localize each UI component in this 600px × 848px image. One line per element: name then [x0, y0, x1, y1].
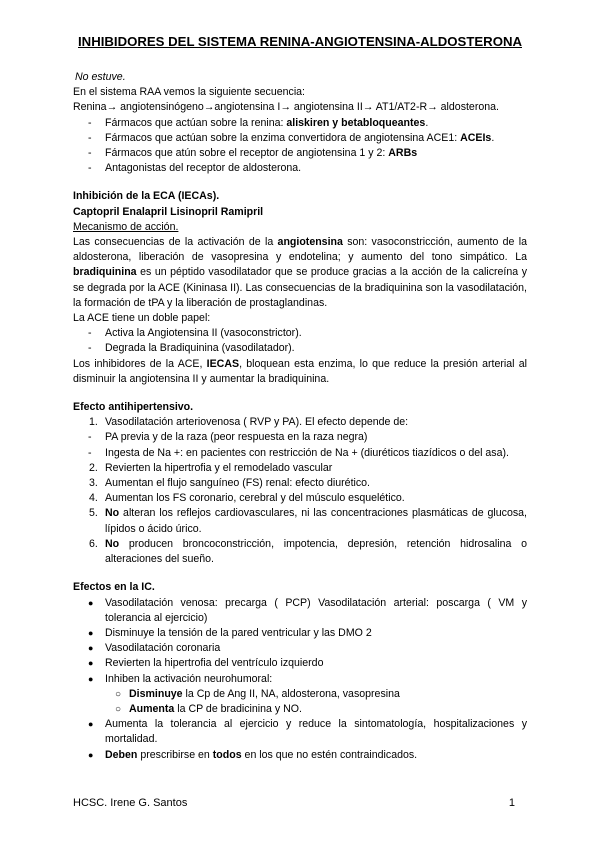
sub-list-item: ○ Disminuye la Cp de Ang II, NA, aldosterona, vasopresina	[115, 687, 400, 700]
list-item: 6. No producen broncoconstricción, impotencia, depresión, retención hidrosalina o alteraciones del sueño.	[89, 537, 527, 566]
list-item: 1. Vasodilatación arteriovenosa ( RVP y PA). El efecto depende de:	[89, 416, 409, 429]
list-item: - Activa la Angiotensina II (vasoconstrictor).	[88, 327, 302, 340]
sub-list-item: ○ Aumenta la CP de bradicinina y NO.	[115, 702, 302, 715]
list-item: - Fármacos que actúan sobre la enzima convertidora de angiotensina ACE1: ACEIs.	[88, 131, 495, 144]
paragraph-inhibitors: Los inhibidores de la ACE, IECAS, bloquean esta enzima, lo que reduce la presión arterial al disminuir la angiotensina II y aumentar la bradiquinina.	[73, 357, 527, 385]
list-item: - PA previa y de la raza (peor respuesta en la raza negra)	[88, 431, 368, 444]
note: No estuve.	[75, 71, 126, 83]
section-heading-antihypertensive: Efecto antihipertensivo.	[73, 401, 194, 414]
footer-author: HCSC. Irene G. Santos	[73, 797, 188, 809]
list-item: - Fármacos que atún sobre el receptor de angiotensina 1 y 2: ARBs	[88, 147, 418, 160]
intro-line: En el sistema RAA vemos la siguiente secuencia:	[73, 86, 306, 99]
list-item: 3. Aumentan el flujo sanguíneo (FS) renal: efecto diurético.	[89, 477, 370, 490]
list-item: ● Disminuye la tensión de la pared ventricular y las DMO 2	[88, 626, 372, 639]
mechanism-label: Mecanismo de acción.	[73, 220, 179, 233]
list-item: ● Deben prescribirse en todos en los que no estén contraindicados.	[88, 748, 418, 761]
section-heading-ieca: Inhibición de la ECA (IECAs).	[73, 190, 220, 203]
page-number: 1	[508, 797, 515, 809]
section-heading-ic: Efectos en la IC.	[73, 581, 155, 594]
list-item: ● Vasodilatación coronaria	[88, 642, 221, 655]
raa-sequence: Renina→ angiotensinógeno→angiotensina I→ angiotensina II→ AT1/AT2-R→ aldosterona.	[73, 101, 499, 114]
paragraph-consequences: Las consecuencias de la activación de la angiotensina son: vasoconstricción, aumento de la aldosterona, liberación de vasopresina y endotelina; y aumento del tono simpático. La bradiquinina es un péptido vasodilatador que se produce gracias a la acción de la calicreína y se degrada por la ACE (Kininasa II). Las consecuencias de la bradiquinina son la vasodilatación, la formación de tPA y la liberación de prostaglandinas.	[73, 236, 528, 309]
list-item: 5. No alteran los reflejos cardiovasculares, ni las concentraciones plasmáticas de glucosa, lípidos o ácido úrico.	[89, 507, 527, 535]
document-body	[73, 70, 527, 763]
role-line: La ACE tiene un doble papel:	[73, 312, 211, 325]
list-item: - Degrada la Bradiquinina (vasodilatador).	[88, 342, 295, 355]
list-item: - Ingesta de Na +: en pacientes con restricción de Na + (diuréticos tiazídicos o del asa).	[88, 446, 509, 459]
list-item: ● Inhiben la activación neurohumoral:	[88, 672, 273, 685]
page-title: INHIBIDORES DEL SISTEMA RENINA-ANGIOTENSINA-ALDOSTERONA	[78, 34, 522, 49]
list-item: - Fármacos que actúan sobre la renina: aliskiren y betabloqueantes.	[88, 116, 429, 129]
list-item: 2. Revierten la hipertrofia y el remodelado vascular	[89, 461, 333, 474]
list-item: ● Revierten la hipertrofia del ventrículo izquierdo	[88, 657, 324, 670]
drug-list: Captopril Enalapril Lisinopril Ramipril	[73, 205, 264, 218]
list-item: ● Vasodilatación venosa: precarga ( PCP) Vasodilatación arterial: poscarga ( VM y tolerancia al ejercicio)	[88, 596, 527, 624]
list-item: - Antagonistas del receptor de aldosterona.	[88, 162, 302, 175]
list-item: 4. Aumentan los FS coronario, cerebral y del músculo esquelético.	[89, 492, 405, 505]
list-item: ● Aumenta la tolerancia al ejercicio y reduce la sintomatología, hospitalizaciones y mortalidad.	[88, 718, 527, 746]
